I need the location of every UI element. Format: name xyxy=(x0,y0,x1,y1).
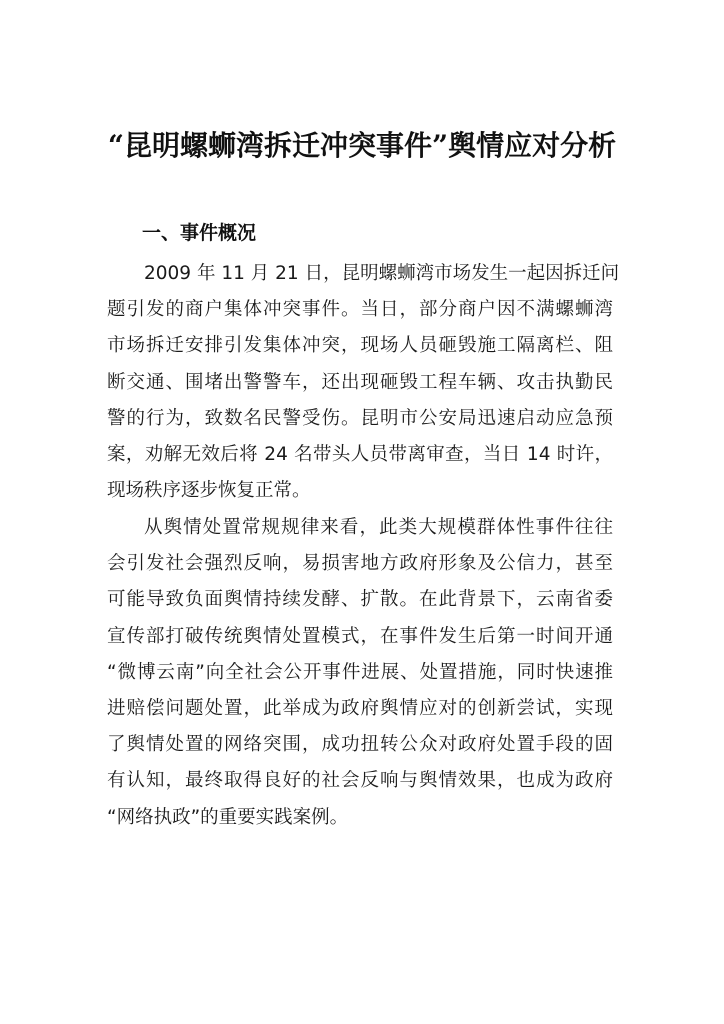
paragraph-line: 案，劝解无效后将 24 名带头人员带离审查，当日 14 时许， xyxy=(107,444,613,466)
paragraph-line: 可能导致负面舆情持续发酵、扩散。在此背景下，云南省委 xyxy=(107,589,613,611)
paragraph-line: 进赔偿问题处置，此举成为政府舆情应对的创新尝试，实现 xyxy=(107,698,613,720)
paragraph-line: “网络执政”的重要实践案例。 xyxy=(107,806,349,828)
paragraph-line: 宣传部打破传统舆情处置模式，在事件发生后第一时间开通 xyxy=(107,625,613,647)
paragraph-analysis xyxy=(107,510,613,836)
paragraph-line: 警的行为，致数名民警受伤。昆明市公安局迅速启动应急预 xyxy=(107,407,613,429)
paragraph-line: 从舆情处置常规规律来看，此类大规模群体性事件往往 xyxy=(144,517,613,538)
paragraph-line: 有认知，最终取得良好的社会反响与舆情效果，也成为政府 xyxy=(107,770,613,792)
paragraph-line: 会引发社会强烈反响，易损害地方政府形象及公信力，甚至 xyxy=(107,553,613,575)
paragraph-line: 市场拆迁安排引发集体冲突，现场人员砸毁施工隔离栏、阻 xyxy=(107,335,613,357)
paragraph-line: 2009 年 11 月 21 日，昆明螺蛳湾市场发生一起因拆迁问 xyxy=(144,263,620,284)
paragraph-line: 现场秩序逐步恢复正常。 xyxy=(107,480,311,502)
paragraph-line: 断交通、围堵出警警车，还出现砸毁工程车辆、攻击执勤民 xyxy=(107,371,613,393)
paragraph-event-overview xyxy=(107,256,620,509)
document-title: “昆明螺蛳湾拆迁冲突事件”舆情应对分析 xyxy=(107,129,617,162)
paragraph-line: 了舆情处置的网络突围，成功扭转公众对政府处置手段的固 xyxy=(107,734,613,756)
paragraph-line: 题引发的商户集体冲突事件。当日，部分商户因不满螺蛳湾 xyxy=(107,299,613,321)
paragraph-line: “微博云南”向全社会公开事件进展、处置措施，同时快速推 xyxy=(107,661,613,683)
section-heading: 一、事件概况 xyxy=(142,222,257,244)
